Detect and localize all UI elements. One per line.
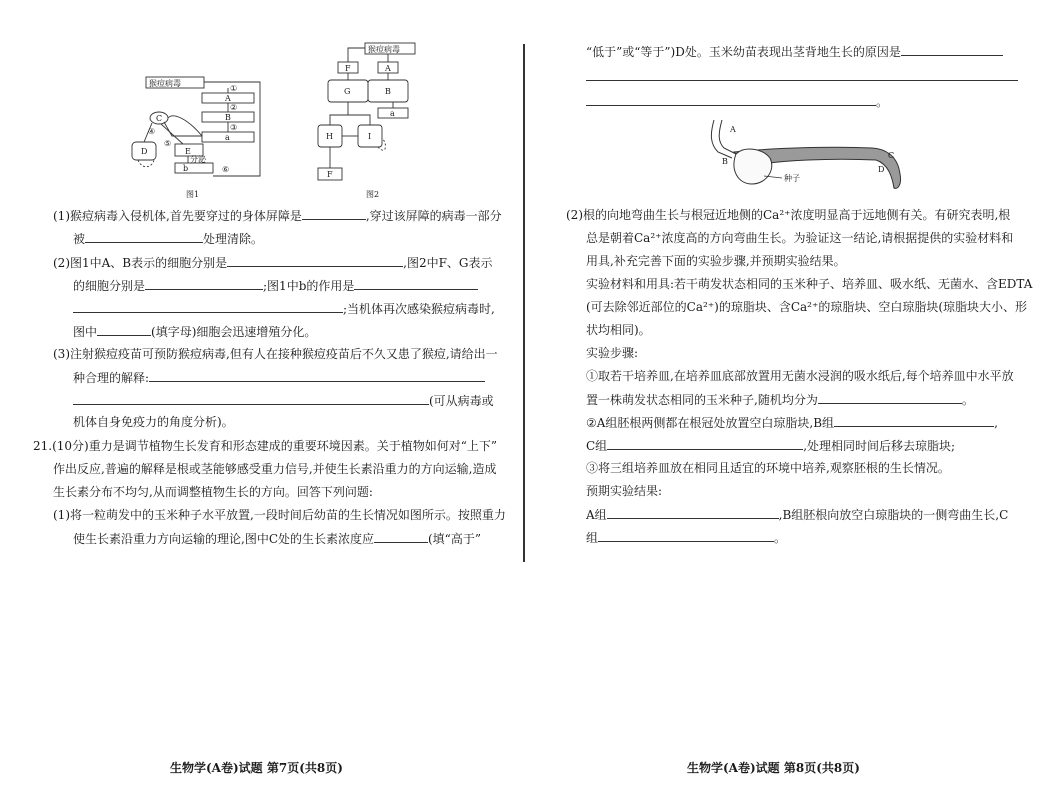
fig1-step-5: ⑤ (164, 139, 172, 148)
q20-part2-line1: (2)图1中A、B表示的细胞分别是 ,图2中F、G表示 (53, 256, 493, 270)
answer-blank[interactable] (85, 230, 203, 243)
answer-blank[interactable] (818, 391, 962, 404)
q21-intro-line2: 作出反应,普遍的解释是根或茎能够感受重力信号,并使生长素沿重力的方向运输,造成 (53, 462, 497, 476)
fig2-virus-label: 猴痘病毒 (368, 45, 400, 54)
answer-blank[interactable] (73, 300, 343, 313)
answer-blank[interactable] (227, 254, 403, 267)
answer-blank[interactable] (607, 437, 803, 450)
fig1-step-6: ⑥ (222, 165, 230, 174)
answer-blank[interactable] (834, 414, 994, 427)
seedling-label-seed: 种子 (784, 174, 800, 183)
answer-blank[interactable] (374, 530, 428, 543)
answer-blank[interactable] (145, 277, 263, 290)
q20-part1-line1: (1)猴痘病毒入侵机体,首先要穿过的身体屏障是 ,穿过该屏障的病毒一部分 (53, 209, 502, 223)
seedling-label-A: A (730, 125, 736, 134)
q21-part2-line1: (2)根的向地弯曲生长与根冠近地侧的Ca²⁺浓度明显高于远地侧有关。有研究表明,根 (566, 208, 1011, 222)
results-title: 预期实验结果: (586, 484, 663, 498)
q20-part2-line3: ;当机体再次感染猴痘病毒时, (73, 300, 495, 317)
figure-1-diagram (128, 74, 268, 184)
materials-line1: 实验材料和用具:若干萌发状态相同的玉米种子、培养皿、吸水纸、无菌水、含EDTA (586, 277, 1033, 291)
fig1-node-C: C (156, 114, 163, 123)
q21-intro-line1: 21.(10分)重力是调节植物生长发育和形态建成的重要环境因素。关于植物如何对“上下” (33, 439, 497, 453)
q21-intro-line3: 生长素分布不均匀,从而调整植物生长的方向。回答下列问题: (53, 485, 373, 499)
fig2-node-G: G (344, 87, 351, 96)
fig1-node-B: B (225, 113, 231, 122)
seedling-label-C: C (888, 151, 895, 160)
q21-part1-line4 (586, 68, 1018, 85)
fig1-secrete-label: 分泌 (190, 155, 206, 164)
q21-part1-line2: 使生长素沿重力方向运输的理论,图中C处的生长素浓度应 (填“高于” (73, 532, 481, 546)
fig2-node-B: B (385, 87, 391, 96)
q20-part3-line2: 种合理的解释: (73, 369, 485, 386)
fig2-node-a: a (390, 109, 395, 118)
right-page (527, 0, 1054, 800)
step2-line2: C组 ,处理相同时间后移去琼脂块; (586, 439, 956, 453)
page-divider (523, 44, 525, 562)
steps-title: 实验步骤: (586, 346, 639, 360)
answer-blank[interactable] (586, 68, 1018, 81)
results-line1: A组 ,B组胚根向放空白琼脂块的一侧弯曲生长,C (586, 508, 1009, 522)
figure-2-caption: 图2 (366, 190, 380, 199)
answer-blank[interactable] (901, 43, 1003, 56)
q20-part1-line2: 被 处理清除。 (73, 232, 264, 246)
fig1-step-1: ① (230, 84, 238, 93)
fig1-step-4: ④ (148, 127, 156, 136)
step2-line1: ②A组胚根两侧都在根冠处放置空白琼脂块,B组 , (586, 416, 998, 430)
fig1-step-3: ③ (230, 123, 238, 132)
footer-page-7: 生物学(A卷)试题 第7页(共8页) (170, 761, 343, 775)
q21-part1-line1: (1)将一粒萌发中的玉米种子水平放置,一段时间后幼苗的生长情况如图所示。按照重力 (53, 508, 506, 522)
fig2-node-F-top: F (345, 64, 351, 73)
fig1-node-D: D (141, 147, 148, 156)
materials-line3: 状均相同)。 (586, 323, 651, 337)
step3: ③将三组培养皿放在相同且适宜的环境中培养,观察胚根的生长情况。 (586, 461, 950, 475)
results-line2: 组 。 (586, 531, 787, 545)
q20-part3-line4: 机体自身免疫力的角度分析)。 (73, 415, 234, 429)
footer-page-8: 生物学(A卷)试题 第8页(共8页) (687, 761, 860, 775)
fig2-node-H: H (326, 132, 333, 141)
q21-part1-line3: “低于”或“等于”)D处。玉米幼苗表现出茎背地生长的原因是 (586, 43, 1003, 60)
fig1-node-A: A (225, 94, 231, 103)
fig1-step-2: ② (230, 103, 238, 112)
answer-blank[interactable] (149, 369, 485, 382)
figure-1-caption: 图1 (186, 190, 200, 199)
q21-part2-line3: 用具,补充完善下面的实验步骤,并预期实验结果。 (586, 254, 846, 268)
answer-blank[interactable] (302, 207, 366, 220)
step1-line1: ①取若干培养皿,在培养皿底部放置用无菌水浸润的吸水纸后,每个培养皿中水平放 (586, 369, 1014, 383)
materials-line2: (可去除邻近部位的Ca²⁺)的琼脂块、含Ca²⁺的琼脂块、空白琼脂块(琼脂块大小、形 (586, 300, 1028, 314)
fig2-node-I: I (368, 132, 372, 141)
q21-part1-line5: 。 (586, 93, 888, 110)
q20-part2-line4: 图中 (填字母)细胞会迅速增殖分化。 (73, 325, 317, 339)
q20-part3-line3: (可从病毒或 (73, 392, 494, 409)
fig2-node-A: A (385, 64, 391, 73)
fig1-node-a: a (225, 133, 230, 142)
fig2-node-F-bottom: F (327, 170, 333, 179)
q21-part2-line2: 总是朝着Ca²⁺浓度高的方向弯曲生长。为验证这一结论,请根据提供的实验材料和 (586, 231, 1014, 245)
answer-blank[interactable] (73, 392, 429, 405)
seedling-label-B: B (722, 157, 728, 166)
fig1-node-b: b (183, 164, 189, 173)
answer-blank[interactable] (354, 277, 478, 290)
seedling-label-D: D (878, 165, 885, 174)
answer-blank[interactable] (586, 93, 876, 106)
figure-2-diagram (310, 40, 420, 185)
q20-part2-line2: 的细胞分别是 ;图1中b的作用是 (73, 277, 478, 294)
answer-blank[interactable] (607, 506, 779, 519)
corn-seedling-figure (692, 114, 912, 196)
step1-line2: 置一株萌发状态相同的玉米种子,随机均分为 。 (586, 393, 974, 407)
q20-part3-line1: (3)注射猴痘疫苗可预防猴痘病毒,但有人在接种猴痘疫苗后不久又患了猴痘,请给出一 (53, 347, 498, 361)
answer-blank[interactable] (97, 323, 151, 336)
answer-blank[interactable] (598, 529, 774, 542)
fig1-node-E: E (185, 147, 191, 156)
fig1-virus-label: 猴痘病毒 (149, 79, 181, 88)
